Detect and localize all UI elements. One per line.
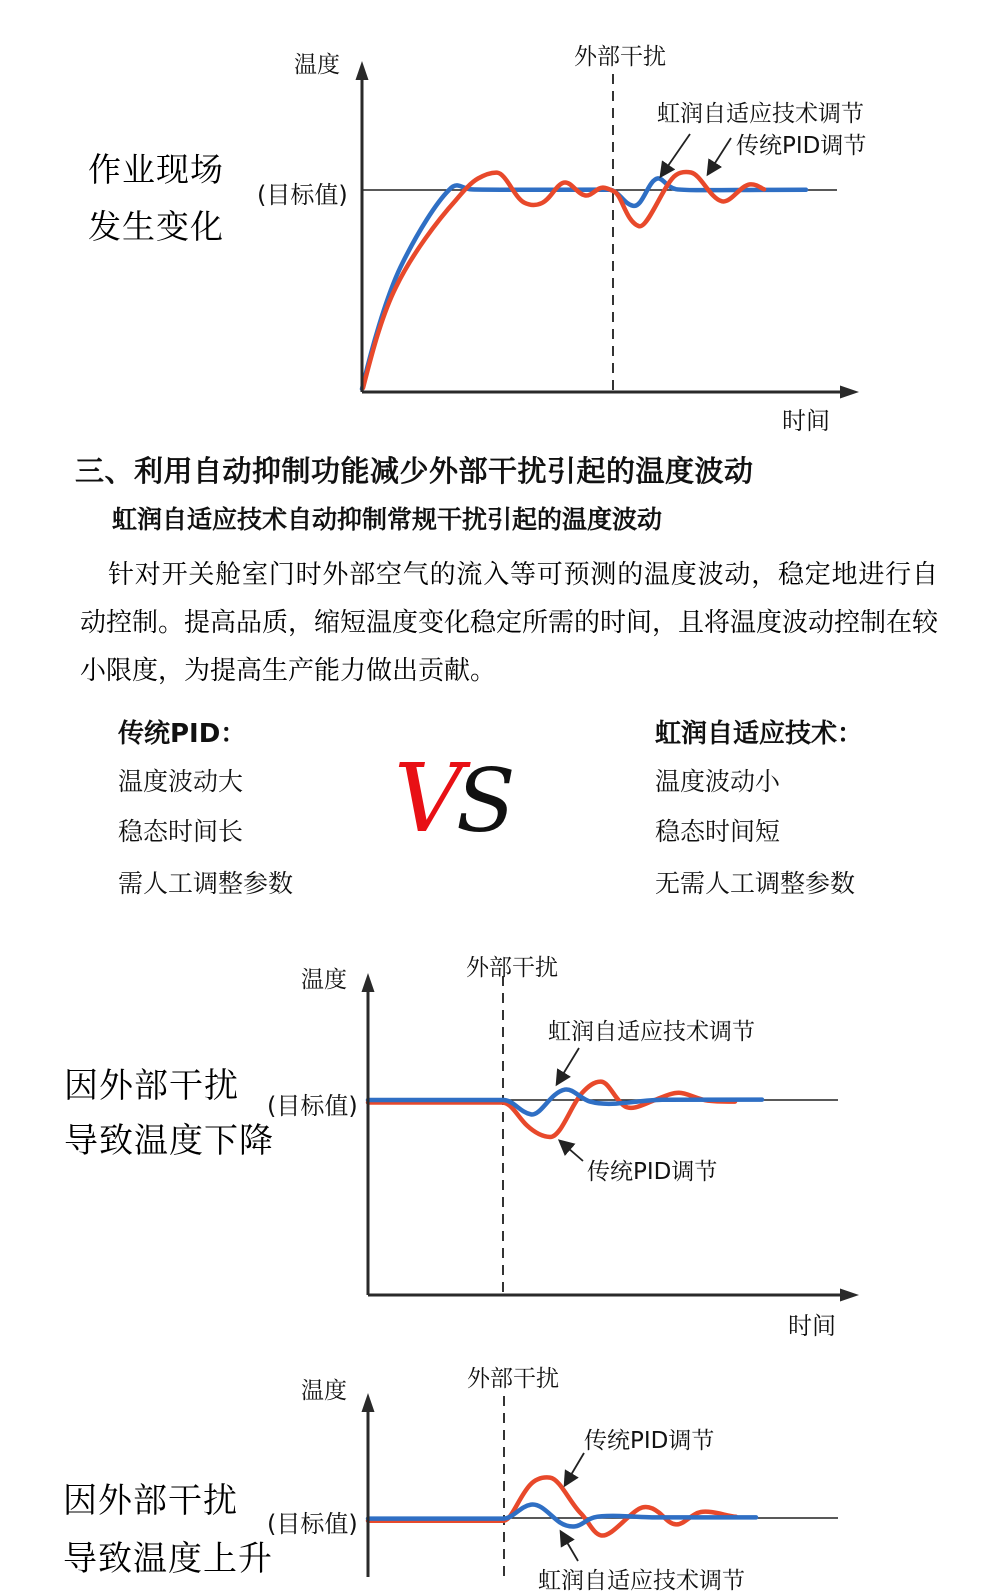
bottom-chart-target-label: (目标值): [267, 1510, 358, 1538]
bottom-chart-pid-label: 传统PID调节: [584, 1428, 715, 1454]
top-chart-x-arrow-icon: [840, 386, 859, 399]
middle-chart-disturbance-label: 外部干扰: [466, 955, 558, 981]
bottom-chart-adaptive-curve: [368, 1504, 756, 1526]
middle-chart-y-arrow-icon: [362, 973, 375, 992]
top-chart-target-label: (目标值): [257, 181, 348, 209]
top-chart-pid-label: 传统PID调节: [736, 133, 867, 159]
middle-chart-adaptive-label: 虹润自适应技术调节: [548, 1019, 755, 1045]
bottom-chart-y-arrow-icon: [362, 1393, 375, 1412]
top-chart-pid-arrow-icon: [708, 138, 731, 174]
vs-letter-s: S: [456, 750, 516, 852]
middle-chart-x-axis-label: 时间: [788, 1312, 836, 1340]
bottom-chart-pid-arrow-icon: [565, 1453, 584, 1485]
section-heading: 三、利用自动抑制功能减少外部干扰引起的温度波动: [75, 454, 754, 488]
comparison-right-title: 虹润自适应技术：: [655, 719, 864, 749]
comparison-right-item-2: 稳态时间短: [655, 817, 781, 846]
middle-chart-adaptive-arrow-icon: [557, 1048, 579, 1084]
comparison-left-item-3: 需人工调整参数: [118, 869, 294, 898]
bottom-chart: [362, 1393, 839, 1577]
top-chart-side-label-line1: 作业现场: [88, 150, 224, 189]
middle-chart-side-label-line2: 导致温度下降: [64, 1121, 274, 1161]
top-chart-y-axis-label: 温度: [294, 52, 340, 78]
section-subheading: 虹润自适应技术自动抑制常规干扰引起的温度波动: [112, 505, 663, 534]
bottom-chart-y-axis-label: 温度: [301, 1378, 347, 1404]
top-chart-side-label-line2: 发生变化: [88, 207, 224, 246]
top-chart-y-arrow-icon: [356, 61, 369, 80]
comparison-left-item-2: 稳态时间长: [118, 817, 244, 846]
top-chart-adaptive-arrow-icon: [661, 134, 690, 176]
bottom-chart-adaptive-label: 虹润自适应技术调节: [538, 1568, 745, 1594]
middle-chart-pid-curve: [368, 1082, 735, 1137]
vs-letter-v: V: [394, 744, 463, 854]
bottom-chart-adaptive-arrow-icon: [561, 1532, 578, 1561]
top-chart-adaptive-label: 虹润自适应技术调节: [657, 101, 864, 127]
bottom-chart-side-label-line1: 因外部干扰: [63, 1481, 238, 1521]
comparison-left-title: 传统PID：: [118, 719, 247, 749]
middle-chart-pid-label: 传统PID调节: [587, 1159, 718, 1185]
top-chart-disturbance-label: 外部干扰: [574, 44, 666, 70]
middle-chart-x-arrow-icon: [840, 1289, 859, 1302]
top-chart-adaptive-curve: [362, 178, 806, 389]
comparison-left-item-1: 温度波动大: [118, 767, 244, 796]
middle-chart-side-label-line1: 因外部干扰: [64, 1066, 239, 1106]
top-chart-x-axis-label: 时间: [782, 407, 830, 435]
middle-chart-y-axis-label: 温度: [301, 967, 347, 993]
section-paragraph: 针对开关舱室门时外部空气的流入等可预测的温度波动，稳定地进行自动控制。提高品质，缩短温度变化稳定所需的时间，且将温度波动控制在较小限度，为提高生产能力做出贡献。: [80, 560, 939, 686]
middle-chart-adaptive-curve: [368, 1089, 762, 1114]
top-chart-pid-curve: [363, 172, 764, 388]
middle-chart-pid-arrow-icon: [560, 1141, 583, 1161]
comparison-right-item-3: 无需人工调整参数: [655, 869, 856, 898]
bottom-chart-side-label-line2: 导致温度上升: [63, 1539, 273, 1579]
bottom-chart-pid-curve: [368, 1477, 736, 1535]
bottom-chart-disturbance-label: 外部干扰: [467, 1366, 559, 1392]
middle-chart-target-label: (目标值): [267, 1092, 358, 1120]
comparison-right-item-1: 温度波动小: [655, 767, 781, 796]
